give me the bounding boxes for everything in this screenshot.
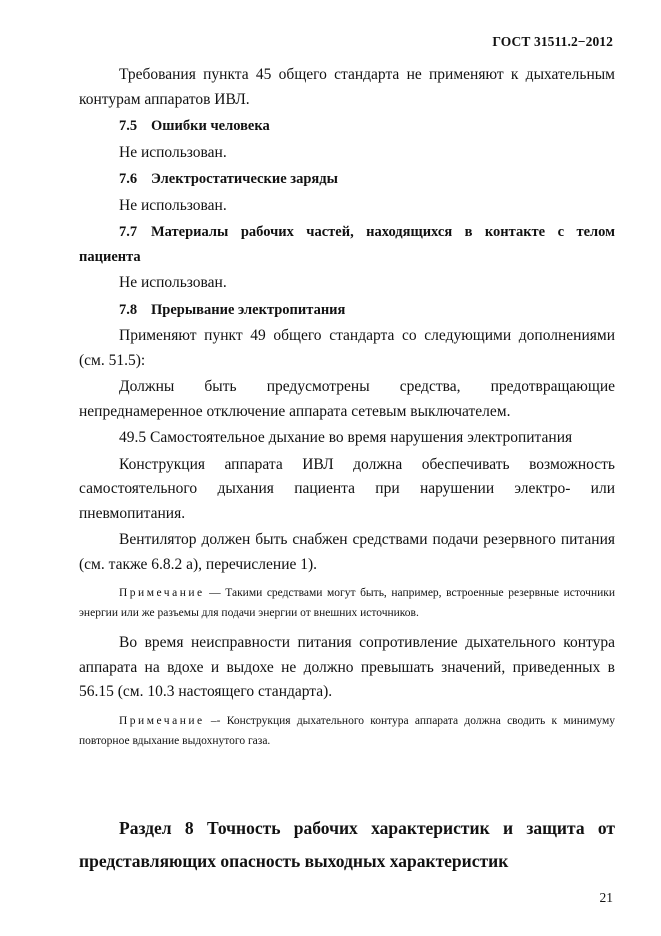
section-heading-line-1: Раздел 8 Точность рабочих характеристик и защита от [119, 818, 615, 838]
standard-header: ГОСТ 31511.2−2012 [492, 34, 613, 49]
section-8-heading [79, 812, 615, 878]
heading-7-7 [79, 220, 615, 269]
heading-number: 7.6 [119, 171, 138, 187]
paragraph-not-used-7-6: Не использован. [119, 196, 227, 214]
paragraph-apply-clause-49: Применяют пункт 49 общего стандарта со следующими дополнениями (см. 51.5): [79, 327, 615, 369]
heading-7-6 [79, 167, 615, 192]
note-text: — Такими средствами могут быть, например, встроенные резервные источники энергии или же разъемы для подачи энергии от внешних источников. [79, 587, 615, 619]
paragraph-ventilator-backup: Вентилятор должен быть снабжен средствами подачи резервного питания (см. также 6.8.2 а), перечисление 1). [79, 531, 615, 573]
heading-title: Материалы рабочих частей, находящихся в контакте с телом пациента [79, 224, 615, 265]
heading-title: Прерывание электропитания [151, 301, 346, 318]
page-content [79, 63, 615, 759]
heading-7-8 [79, 298, 615, 323]
paragraph-requirements-45: Требования пункта 45 общего стандарта не применяют к дыхательным контурам аппаратов ИВЛ. [79, 66, 615, 108]
note-text: –- Конструкция дыхательного контура аппарата должна сводить к минимуму повторное вдыхание выдохнутого газа. [79, 714, 615, 747]
heading-number: 7.8 [119, 301, 138, 318]
paragraph-prevent-disconnect: Должны быть предусмотрены средства, предотвращающие непреднамеренное отключение аппарата сетевым выключателем. [79, 378, 615, 420]
paragraph-49-5: 49.5 Самостоятельное дыхание во время нарушения электропитания [119, 429, 573, 446]
paragraph-design-requirement: Конструкция аппарата ИВЛ должна обеспечивать возможность самостоятельного дыхания пациента при нарушении электро- или пневмопитания. [79, 455, 615, 522]
heading-title: Электростатические заряды [151, 171, 338, 187]
note-backup-sources [79, 583, 615, 623]
section-heading-line-2: представляющих опасность выходных характеристик [79, 851, 509, 871]
paragraph-not-used-7-5: Не использован. [119, 143, 227, 161]
heading-title: Ошибки человека [151, 118, 270, 134]
paragraph-power-malfunction: Во время неисправности питания сопротивление дыхательного контура аппарата на вдохе и выдохе не должно превышать значений, приведенных в 56.15 (см. 10.3 настоящего стандарта). [79, 634, 615, 700]
note-label: Примечание [119, 587, 205, 599]
heading-number: 7.5 [119, 118, 138, 134]
note-label: Примечание [119, 714, 205, 727]
paragraph-not-used-7-7: Не использован. [119, 274, 227, 291]
page-number: 21 [599, 890, 613, 905]
note-rebreathing [79, 711, 615, 751]
heading-number: 7.7 [119, 224, 138, 240]
heading-7-5 [79, 114, 615, 139]
